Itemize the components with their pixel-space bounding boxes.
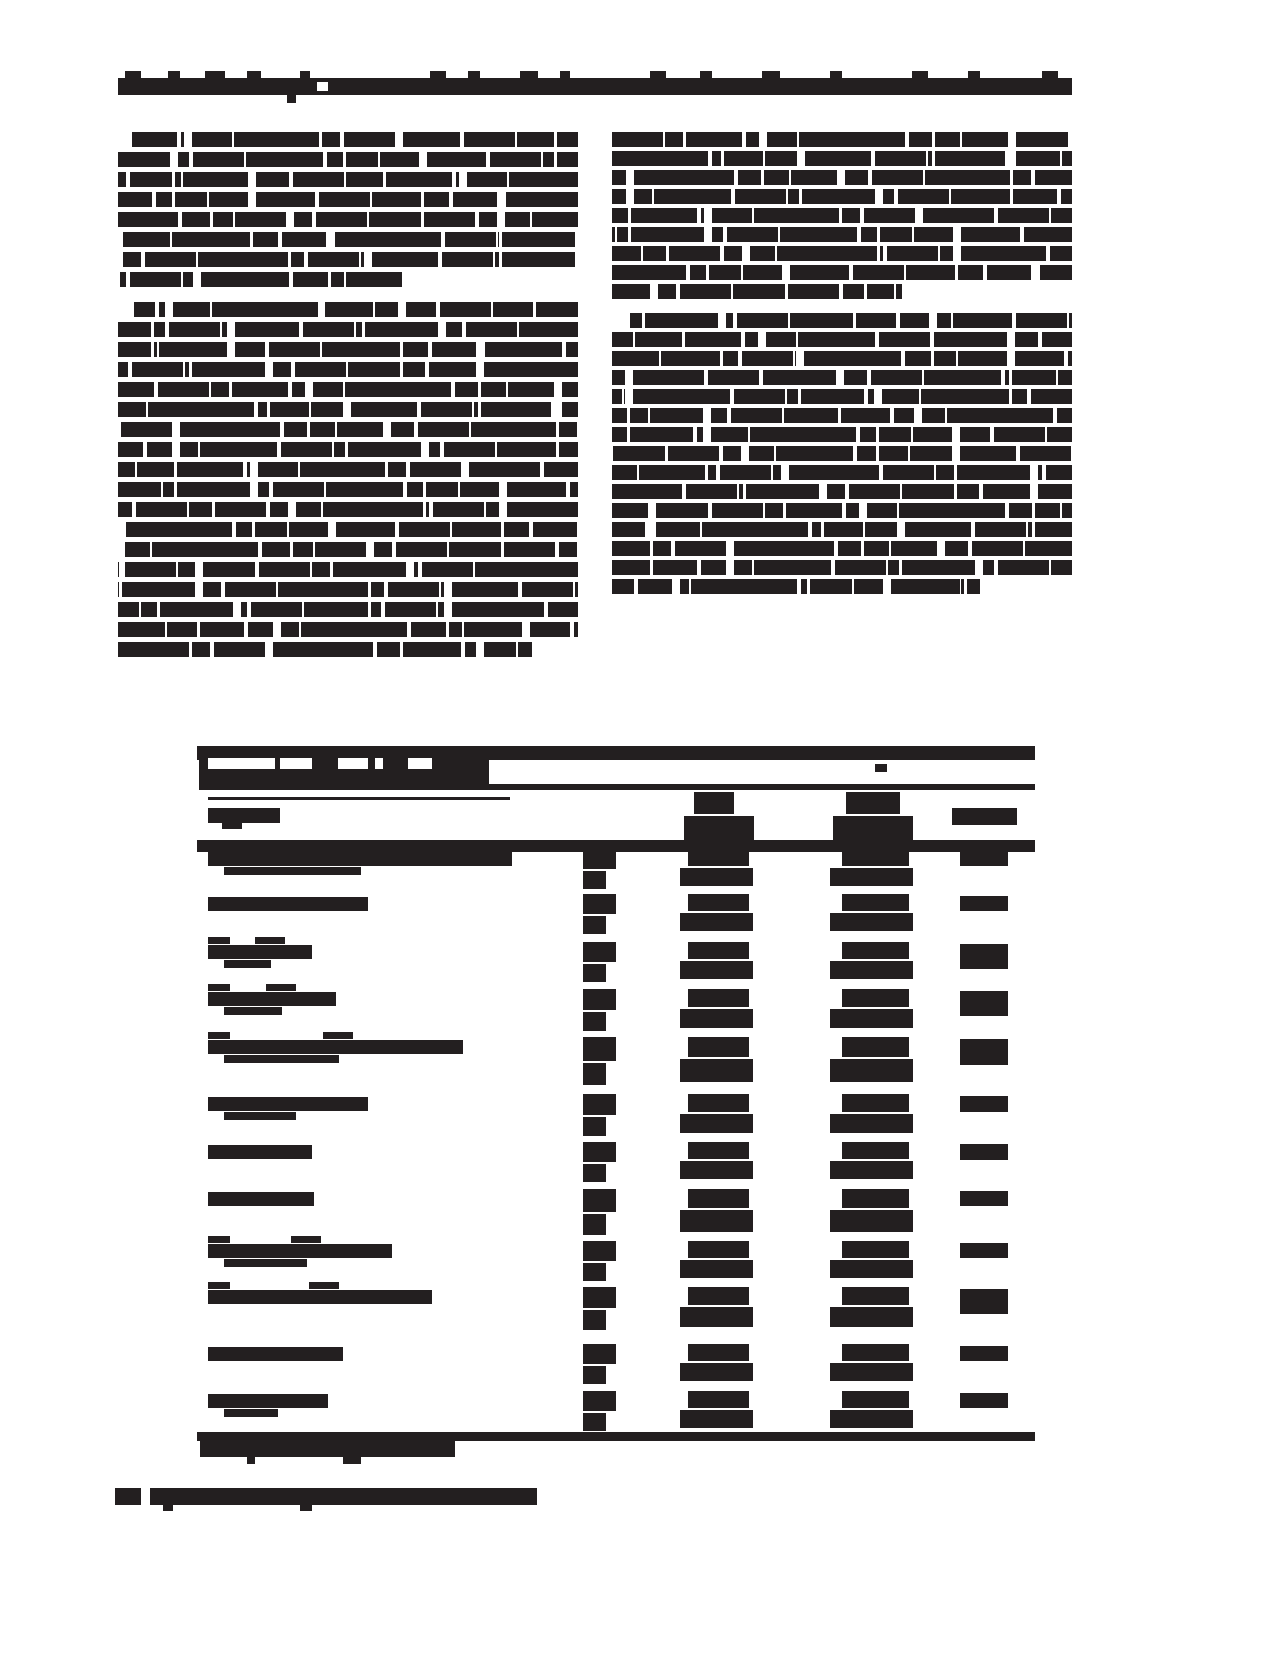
value-block — [688, 1287, 749, 1305]
descender-mark — [287, 95, 296, 103]
value-block — [583, 1094, 616, 1115]
value-block — [842, 1037, 909, 1057]
value-block-small — [960, 851, 1008, 866]
value-block — [583, 1391, 616, 1411]
row-label-tick — [266, 984, 296, 991]
redacted-text-line — [134, 302, 578, 317]
value-block — [830, 961, 913, 979]
value-block — [688, 1241, 749, 1258]
value-block — [688, 849, 749, 866]
value-block — [830, 1161, 913, 1179]
row-label — [208, 945, 312, 959]
row-label-tick — [323, 1032, 353, 1039]
redacted-text-line — [118, 482, 578, 497]
redacted-text-line — [118, 362, 578, 377]
redacted-text-line — [118, 402, 578, 417]
redacted-text-line — [630, 313, 1072, 328]
value-block — [688, 1094, 749, 1112]
value-block — [680, 913, 753, 931]
row-label — [208, 1347, 343, 1361]
table-title-word — [208, 758, 275, 769]
row-label-line2 — [224, 960, 271, 968]
column-header-block — [833, 816, 913, 842]
value-block — [842, 1287, 909, 1305]
value-block-small — [960, 1039, 1008, 1065]
value-block — [583, 1142, 616, 1162]
value-block — [842, 849, 909, 866]
redacted-text-line — [612, 246, 1072, 261]
redacted-text-line — [118, 442, 578, 457]
redacted-text-line — [612, 522, 1072, 537]
value-block — [583, 1189, 616, 1212]
redacted-text-line — [612, 208, 1072, 223]
value-block-small — [960, 1243, 1008, 1258]
value-block — [680, 1260, 753, 1278]
value-block — [583, 964, 606, 982]
value-block-small — [960, 991, 1008, 1016]
descender-mark — [300, 1505, 312, 1511]
column-header-block — [222, 823, 242, 829]
row-label — [208, 1192, 314, 1206]
redacted-text-line — [612, 408, 1072, 423]
ascender-mark — [700, 71, 712, 79]
value-block-small — [960, 1096, 1008, 1112]
value-block-small — [960, 1144, 1008, 1160]
value-block — [830, 1059, 913, 1082]
value-block — [583, 1263, 606, 1281]
ascender-mark — [830, 71, 842, 79]
redacted-text-line — [612, 351, 1072, 366]
redacted-text-line — [118, 252, 578, 267]
redacted-text-line — [612, 484, 1072, 499]
value-block — [680, 1009, 753, 1028]
redacted-text-line — [118, 322, 578, 337]
column-header-block — [952, 808, 1017, 825]
table-rule — [208, 797, 510, 800]
redacted-text-line — [118, 542, 578, 557]
value-block — [583, 871, 606, 889]
row-label-line2 — [224, 867, 361, 875]
redacted-text-line — [612, 132, 1072, 147]
row-label — [208, 1244, 392, 1258]
table-rule — [197, 1432, 1035, 1441]
value-block — [583, 942, 616, 962]
redacted-text-line — [118, 172, 578, 187]
value-block — [688, 1189, 749, 1208]
value-block — [830, 1210, 913, 1232]
value-block-small — [960, 1393, 1008, 1408]
row-label — [208, 1040, 463, 1054]
value-block — [830, 1363, 913, 1381]
value-block — [583, 1310, 606, 1330]
column-header-block — [694, 792, 734, 814]
counter-hole — [317, 82, 328, 91]
redacted-text-line — [118, 422, 578, 437]
value-block — [680, 1114, 753, 1133]
value-block-small — [960, 1191, 1008, 1206]
value-block-small — [960, 1346, 1008, 1361]
row-label-tick — [309, 1282, 339, 1289]
descender-mark — [247, 1457, 255, 1464]
value-block — [680, 1059, 753, 1082]
page-number-block — [115, 1488, 141, 1505]
value-block — [583, 1413, 606, 1431]
redacted-text-line — [612, 170, 1072, 185]
redacted-text-line — [132, 132, 578, 147]
value-block — [583, 1344, 616, 1364]
ascender-mark — [430, 71, 446, 79]
redacted-text-line — [612, 265, 1072, 280]
row-label-line2 — [224, 1409, 278, 1417]
value-block — [583, 1164, 606, 1182]
row-label-tick — [208, 937, 230, 944]
row-label-tick — [208, 984, 230, 991]
redacted-text-line — [612, 284, 902, 299]
row-label-line2 — [224, 1259, 307, 1267]
ascender-mark — [1042, 71, 1058, 79]
footer-text — [150, 1488, 537, 1505]
value-block — [680, 961, 753, 979]
ascender-mark — [300, 71, 310, 79]
ascender-mark — [912, 71, 928, 79]
row-label-line2 — [224, 1112, 296, 1120]
row-label — [208, 1097, 368, 1111]
value-block — [583, 894, 616, 914]
value-block — [830, 1009, 913, 1028]
value-block — [842, 1094, 909, 1112]
redacted-text-line — [612, 389, 1072, 404]
column-header-block — [684, 816, 754, 842]
ascender-mark — [468, 71, 480, 79]
value-block — [583, 1287, 616, 1308]
redacted-text-line — [612, 370, 1072, 385]
value-block — [830, 1260, 913, 1278]
value-block-small — [960, 896, 1008, 911]
value-block — [583, 1241, 616, 1261]
value-block — [583, 989, 616, 1010]
redacted-text-line — [118, 642, 532, 657]
row-label-tick — [208, 1032, 230, 1039]
table-rule — [489, 784, 1035, 790]
redacted-text-line — [118, 382, 578, 397]
row-label-tick — [208, 1236, 230, 1243]
value-block — [680, 1210, 753, 1232]
value-block-small — [960, 1289, 1008, 1314]
descender-mark — [163, 1505, 173, 1511]
redacted-text-line — [612, 151, 1072, 166]
value-block — [842, 894, 909, 911]
value-block — [842, 1344, 909, 1361]
value-block — [842, 1391, 909, 1408]
ascender-mark — [560, 71, 570, 79]
table-title-word — [338, 758, 368, 769]
redacted-text-line — [118, 582, 578, 597]
table-rule — [875, 764, 887, 772]
redacted-text-line — [118, 192, 578, 207]
value-block — [830, 1307, 913, 1327]
redacted-text-line — [118, 522, 578, 537]
row-label — [208, 897, 368, 911]
redacted-text-line — [118, 622, 578, 637]
row-label — [208, 1290, 432, 1304]
value-block — [830, 913, 913, 931]
redacted-text-line — [118, 602, 578, 617]
row-label-line2 — [224, 1007, 282, 1015]
value-block — [583, 1366, 606, 1384]
redacted-text-line — [612, 503, 1072, 518]
ascender-mark — [125, 71, 141, 79]
value-block-small — [960, 944, 1008, 969]
redacted-text-line — [118, 462, 578, 477]
redacted-text-line — [118, 272, 403, 287]
row-label-tick — [255, 937, 285, 944]
value-block — [583, 1012, 606, 1031]
value-block — [688, 1037, 749, 1057]
ascender-mark — [968, 71, 980, 79]
redacted-text-line — [118, 502, 578, 517]
value-block — [680, 868, 753, 886]
value-block — [583, 1037, 616, 1061]
value-block — [842, 1142, 909, 1159]
value-block — [680, 1410, 753, 1428]
redacted-text-line — [118, 212, 578, 227]
redacted-text-line — [612, 189, 1072, 204]
redacted-text-line — [118, 342, 578, 357]
running-header-text-rule — [118, 78, 1072, 95]
redacted-text-line — [612, 332, 1072, 347]
value-block — [583, 1214, 606, 1235]
ascender-mark — [247, 71, 261, 79]
value-block — [680, 1363, 753, 1381]
column-header-block — [846, 792, 900, 814]
redacted-text-line — [612, 541, 1072, 556]
redacted-text-line — [612, 579, 980, 594]
row-label-tick — [291, 1236, 321, 1243]
value-block — [830, 1114, 913, 1133]
footnote-text — [200, 1441, 455, 1457]
value-block — [680, 1307, 753, 1327]
value-block — [830, 868, 913, 886]
descender-mark — [343, 1457, 361, 1464]
row-label — [208, 1145, 312, 1159]
redacted-text-line — [612, 465, 1072, 480]
value-block — [842, 1241, 909, 1258]
redacted-text-line — [612, 560, 1072, 575]
value-block — [688, 989, 749, 1007]
redacted-text-line — [118, 152, 578, 167]
redacted-text-line — [612, 446, 1072, 461]
redacted-text-line — [612, 427, 1072, 442]
row-label-tick — [208, 1282, 230, 1289]
value-block — [688, 1344, 749, 1361]
value-block — [583, 1063, 606, 1085]
value-block — [830, 1410, 913, 1428]
ascender-mark — [168, 71, 180, 79]
value-block — [688, 894, 749, 911]
value-block — [583, 849, 616, 869]
row-label — [208, 992, 336, 1006]
value-block — [842, 989, 909, 1007]
value-block — [688, 1391, 749, 1408]
value-block — [583, 1117, 606, 1136]
value-block — [680, 1161, 753, 1179]
ascender-mark — [205, 71, 225, 79]
value-block — [842, 942, 909, 959]
value-block — [688, 942, 749, 959]
ascender-mark — [650, 71, 666, 79]
redacted-text-line — [118, 562, 578, 577]
row-label — [208, 852, 512, 866]
row-label — [208, 1394, 328, 1408]
table-title-word — [375, 758, 383, 769]
ascender-mark — [762, 71, 780, 79]
redacted-text-line — [612, 227, 1072, 242]
column-header-block — [208, 808, 280, 823]
value-block — [583, 916, 606, 934]
ascender-mark — [520, 71, 538, 79]
row-label-line2 — [224, 1055, 339, 1063]
value-block — [688, 1142, 749, 1159]
table-title-word — [280, 758, 312, 769]
value-block — [842, 1189, 909, 1208]
redacted-text-line — [118, 232, 578, 247]
table-title-word — [408, 758, 432, 769]
